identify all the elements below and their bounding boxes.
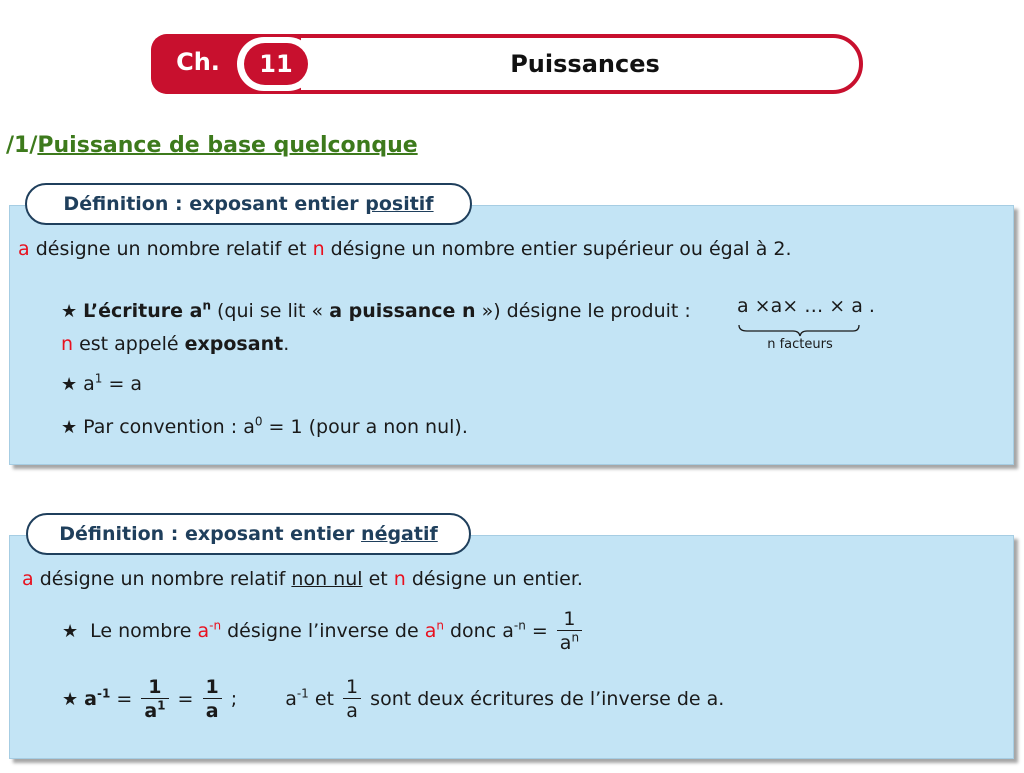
conjunction-text: et xyxy=(308,688,341,710)
chapter-title: Puissances xyxy=(510,50,660,78)
star-icon: ★ xyxy=(62,689,79,710)
power-exponent: -n xyxy=(513,618,526,633)
definition-positive-item-2 xyxy=(61,373,142,395)
section-heading xyxy=(6,133,418,158)
product-underbrace xyxy=(737,295,875,352)
power-exponent: -1 xyxy=(296,686,309,701)
variable-n: n xyxy=(61,333,74,355)
section-title: Puissance de base quelconque xyxy=(37,133,418,158)
definition-negative-intro xyxy=(22,568,583,590)
chapter-number: 11 xyxy=(244,43,308,85)
notation-exponent: n xyxy=(202,298,211,313)
chapter-label: Ch. xyxy=(176,48,220,76)
item-text: (qui se lit « xyxy=(210,300,330,322)
definition-positive-item-3 xyxy=(61,416,468,438)
fraction-denominator xyxy=(141,698,168,723)
star-icon: ★ xyxy=(61,374,78,395)
power-base: a xyxy=(144,700,158,722)
definition-positive-item-1-line-2 xyxy=(61,333,289,355)
variable-n: n xyxy=(312,238,325,260)
fraction-numerator: 1 xyxy=(205,676,219,698)
power-result: = a xyxy=(102,373,143,395)
power-exponent: n xyxy=(436,618,444,633)
semicolon: ; xyxy=(224,688,238,710)
intro-text-end: désigne un nombre entier supérieur ou égal à 2. xyxy=(324,238,792,260)
equals-sign: = xyxy=(525,620,554,642)
item-text-3: donc a xyxy=(443,620,514,642)
definition-positive-tab-emphasis: positif xyxy=(365,193,434,215)
power-exponent: 0 xyxy=(254,414,263,429)
variable-a: a xyxy=(22,568,34,590)
power-exponent: -1 xyxy=(96,686,111,701)
item-text: est appelé xyxy=(73,333,185,355)
power-base: a xyxy=(285,688,297,710)
underbrace-icon xyxy=(737,323,863,337)
fraction-numerator: 1 xyxy=(563,608,576,630)
convention-text: Par convention : a xyxy=(83,416,255,438)
fraction-numerator: 1 xyxy=(148,676,162,698)
item-text: Le nombre xyxy=(90,620,198,642)
definition-negative-tab-label: Définition : exposant entier xyxy=(59,523,362,545)
convention-result: = 1 (pour a non nul). xyxy=(262,416,468,438)
star-icon: ★ xyxy=(61,301,78,322)
fraction-1-over-a-plain xyxy=(343,676,361,723)
item-text-2: désigne l’inverse de xyxy=(221,620,425,642)
power-base: a xyxy=(84,688,97,710)
definition-positive-tab xyxy=(25,183,472,225)
power-base: a xyxy=(197,620,210,642)
power-base: a xyxy=(559,632,572,654)
fraction-numerator: 1 xyxy=(346,676,359,698)
reading-text: a puissance n xyxy=(329,300,476,322)
power-exponent: 1 xyxy=(94,371,103,386)
equals-sign: = xyxy=(110,688,139,710)
intro-text: désigne un nombre relatif et xyxy=(29,238,313,260)
product-expression: a ×a× … × a xyxy=(737,295,863,317)
definition-negative-tab xyxy=(26,513,471,555)
non-nul-term: non nul xyxy=(291,568,363,590)
fraction-1-over-a-n xyxy=(557,608,582,655)
section-number: /1/ xyxy=(6,133,38,158)
brace-label: n facteurs xyxy=(767,337,833,352)
item-period: . xyxy=(283,333,290,355)
variable-a: a xyxy=(18,238,30,260)
intro-text-2: et xyxy=(362,568,394,590)
definition-positive-intro xyxy=(18,238,792,260)
fraction-denominator: a xyxy=(203,698,222,723)
power-base: a xyxy=(83,373,95,395)
definition-negative-item-1 xyxy=(62,608,585,655)
notation-label: L’écriture a xyxy=(83,300,203,322)
variable-n: n xyxy=(393,568,406,590)
product-period: . xyxy=(868,295,875,317)
star-icon: ★ xyxy=(61,417,78,438)
fraction-1-over-a-1 xyxy=(141,676,168,723)
definition-negative-tab-emphasis: négatif xyxy=(361,523,438,545)
fraction-denominator: a xyxy=(343,698,361,723)
fraction-denominator xyxy=(557,630,582,655)
exposant-term: exposant xyxy=(184,333,284,355)
equals-sign: = xyxy=(171,688,200,710)
inverse-text: sont deux écritures de l’inverse de a. xyxy=(364,688,725,710)
star-icon: ★ xyxy=(62,621,79,642)
definition-positive-tab-label: Définition : exposant entier xyxy=(63,193,366,215)
power-exponent: -n xyxy=(209,618,222,633)
power-exponent: 1 xyxy=(157,698,166,713)
intro-text: désigne un nombre relatif xyxy=(33,568,292,590)
power-exponent: n xyxy=(571,630,580,645)
definition-positive-item-1 xyxy=(61,300,697,322)
fraction-1-over-a xyxy=(203,676,222,723)
item-text-2: ») désigne le produit : xyxy=(475,300,697,322)
power-base: a xyxy=(424,620,437,642)
definition-negative-item-2 xyxy=(62,676,724,723)
intro-text-end: désigne un entier. xyxy=(405,568,583,590)
